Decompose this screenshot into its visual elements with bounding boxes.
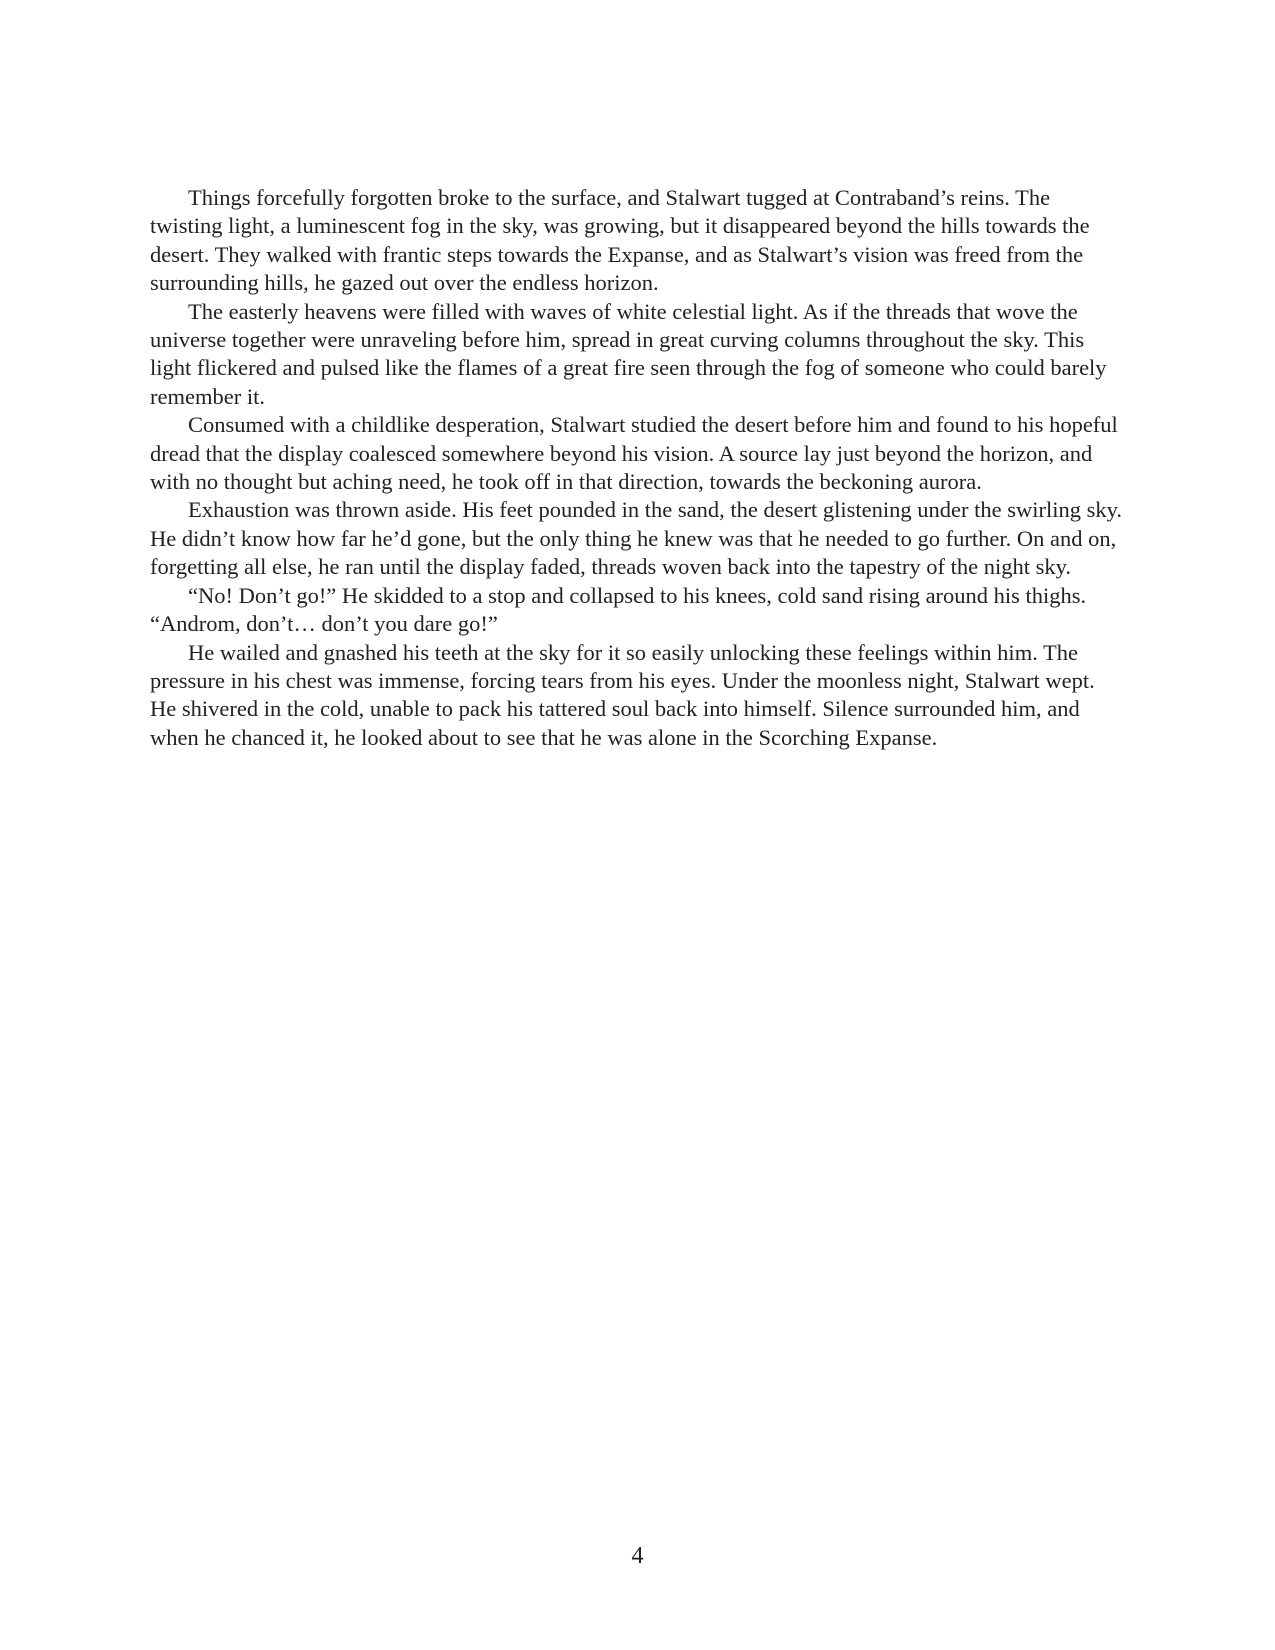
- page-number: 4: [631, 1543, 644, 1569]
- paragraph: “No! Don’t go!” He skidded to a stop and collapsed to his knees, cold sand rising around his thighs. “Androm, don’t… don’t you dare go!”: [150, 582, 1087, 637]
- paragraph: Things forcefully forgotten broke to the surface, and Stalwart tugged at Contraband’s reins. The twisting light, a luminescent fog in the sky, was growing, but it disappeared beyond the hills towards the desert. They walked with frantic steps towards the Expanse, and as Stalwart’s vision was freed from the surrounding hills, he gazed out over the endless horizon.: [150, 185, 1090, 296]
- paragraph: Exhaustion was thrown aside. His feet pounded in the sand, the desert glistening under the swirling sky. He didn’t know how far he’d gone, but the only thing he knew was that he needed to go further. On and on, forgetting all else, he ran until the display faded, threads woven back into the tapestry of the night sky.: [150, 497, 1122, 580]
- paragraph: The easterly heavens were filled with waves of white celestial light. As if the threads that wove the universe together were unraveling before him, spread in great curving columns throughout the sky. This light flickered and pulsed like the flames of a great fire seen through the fog of someone who could barely remember it.: [150, 298, 1107, 409]
- paragraph: He wailed and gnashed his teeth at the sky for it so easily unlocking these feelings within him. The pressure in his chest was immense, forcing tears from his eyes. Under the moonless night, Stalwart wept. He shivered in the cold, unable to pack his tattered soul back into himself. Silence surrounded him, and when he chanced it, he looked about to see that he was alone in the Scorching Expanse.: [150, 639, 1095, 750]
- body-text: [150, 184, 1125, 752]
- paragraph: Consumed with a childlike desperation, Stalwart studied the desert before him and found to his hopeful dread that the display coalesced somewhere beyond his vision. A source lay just beyond the horizon, and with no thought but aching need, he took off in that direction, towards the beckoning aurora.: [150, 412, 1118, 495]
